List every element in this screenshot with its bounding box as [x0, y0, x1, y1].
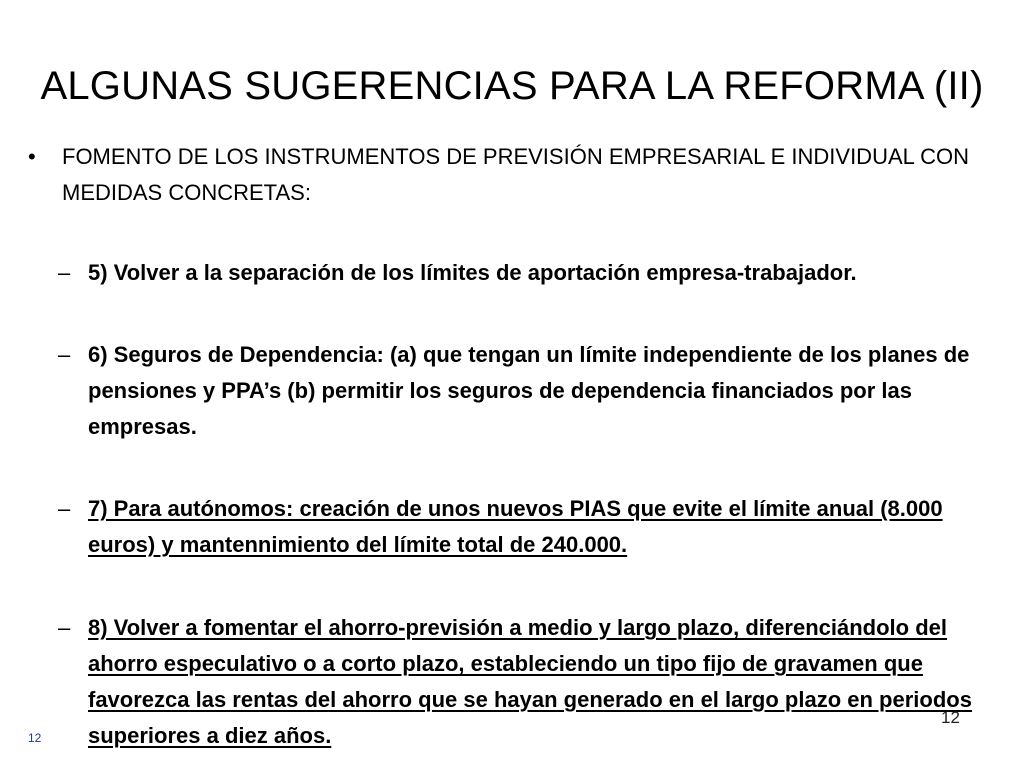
sub-item-text: 6) Seguros de Dependencia: (a) que tengan un límite independiente de los planes de pensiones y PPA’s (b) permitir los seguros de dependencia financiados por las empresas.	[88, 342, 970, 439]
sub-item-text: 7) Para autónomos: creación de unos nuevos PIAS que evite el límite anual (8.000 euros) y mantennimiento del límite total de 240.000.	[88, 496, 943, 557]
dash-mark: –	[58, 615, 71, 640]
dash-mark: –	[58, 342, 71, 367]
slide-title: ALGUNAS SUGERENCIAS PARA LA REFORMA (II)	[40, 64, 984, 108]
page-number-right: 12	[941, 708, 960, 727]
sub-item-text: 5) Volver a la separación de los límites de aportación empresa-trabajador.	[88, 260, 857, 285]
sub-item-text: 8) Volver a fomentar el ahorro-previsión a medio y largo plazo, diferenciándolo del ahorro especulativo o a corto plazo, estableciendo un tipo fijo de gravamen que favorezca las rentas del ahorro que se hayan generado en el largo plazo en periodos superiores a diez años.	[88, 615, 972, 748]
dash-mark: –	[58, 260, 71, 285]
page-number-left: 12	[28, 731, 42, 745]
main-bullet-text: FOMENTO DE LOS INSTRUMENTOS DE PREVISIÓN EMPRESARIAL E INDIVIDUAL CON MEDIDAS CONCRETAS:	[62, 144, 970, 205]
dash-mark: –	[58, 496, 71, 521]
bullet-mark: •	[28, 144, 36, 169]
